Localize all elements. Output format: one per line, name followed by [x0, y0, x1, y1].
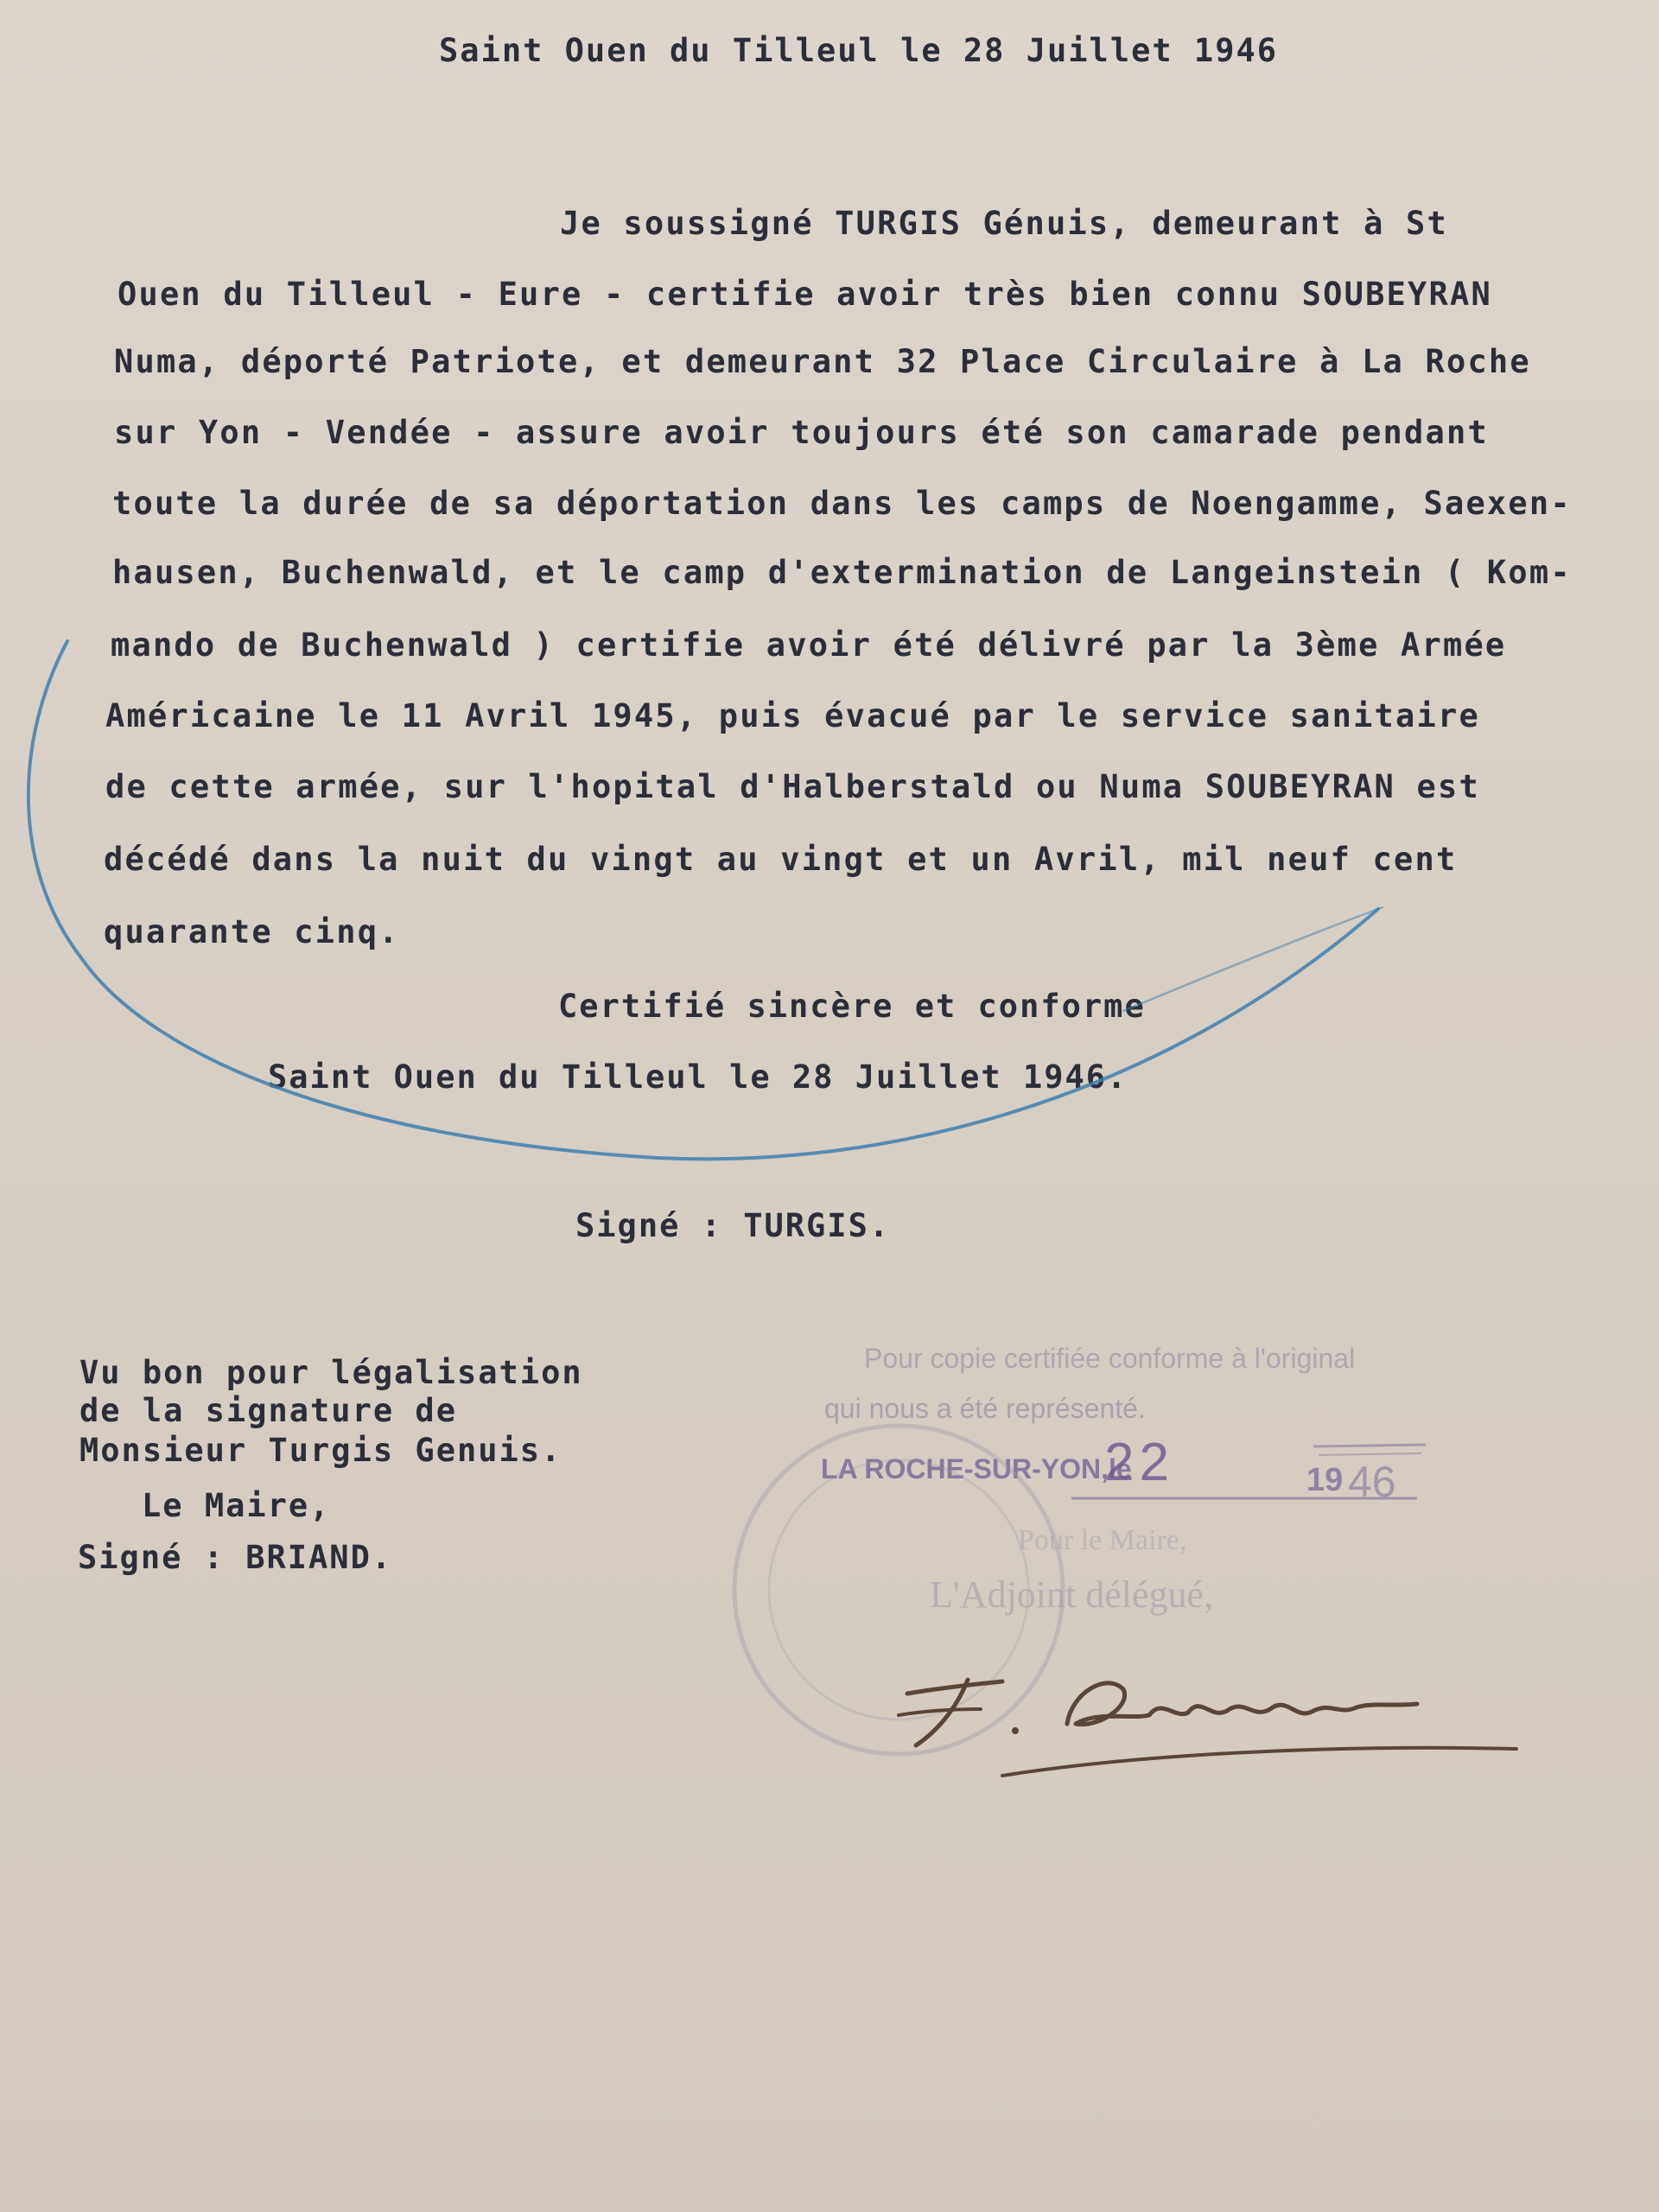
stamp-year-prefix: 19 — [1306, 1462, 1344, 1498]
blue-pencil-arc — [29, 641, 1378, 1159]
body-line: Ouen du Tilleul - Eure - certifie avoir très bien connu SOUBEYRAN — [118, 276, 1492, 313]
stamp-city: LA ROCHE-SUR-YON,le — [821, 1453, 1132, 1484]
signed-turgis: Signé : TURGIS. — [575, 1207, 891, 1244]
body-line: quarante cinq. — [104, 913, 400, 950]
stamp-line-1: Pour copie certifiée conforme à l'original — [864, 1343, 1356, 1374]
legalisation-line: Monsieur Turgis Genuis. — [79, 1432, 563, 1469]
signed-briand: Signé : BRIAND. — [78, 1539, 393, 1576]
stamp-adjoint: L'Adjoint délégué, — [930, 1573, 1214, 1616]
certified-statement: Certifié sincère et conforme — [558, 988, 1146, 1025]
blue-pencil-arc-tail — [1123, 907, 1382, 1011]
body-line: Je soussigné TURGIS Génuis, demeurant à St — [560, 205, 1448, 242]
body-line: hausen, Buchenwald, et le camp d'extermination de Langeinstein ( Kom- — [112, 554, 1572, 591]
legalisation-line: de la signature de — [79, 1392, 457, 1429]
body-line: mando de Buchenwald ) certifie avoir été délivré par la 3ème Armée — [111, 626, 1507, 664]
body-line: Numa, déporté Patriote, et demeurant 32 Place Circulaire à La Roche — [114, 343, 1531, 380]
attestation-place-date: Saint Ouen du Tilleul le 28 Juillet 1946. — [268, 1058, 1128, 1096]
body-line: décédé dans la nuit du vingt au vingt et un Avril, mil neuf cent — [104, 841, 1458, 878]
header-place-date: Saint Ouen du Tilleul le 28 Juillet 1946 — [439, 32, 1279, 69]
body-line: sur Yon - Vendée - assure avoir toujours été son camarade pendant — [114, 414, 1489, 451]
body-line: toute la durée de sa déportation dans les camps de Noengamme, Saexen- — [112, 485, 1572, 522]
body-line: de cette armée, sur l'hopital d'Halberstald ou Numa SOUBEYRAN est — [105, 768, 1480, 805]
mayor-title: Le Maire, — [142, 1487, 331, 1524]
stamp-day: 22 — [1104, 1433, 1174, 1492]
official-seal — [734, 1426, 1063, 1754]
body-line: Américaine le 11 Avril 1945, puis évacué par le service sanitaire — [105, 697, 1480, 734]
stamp-line-2: qui nous a été représenté. — [824, 1393, 1146, 1424]
stamp-year-suffix: 46 — [1348, 1458, 1396, 1506]
stamp-pour-le-maire: Pour le Maire, — [1018, 1524, 1187, 1556]
legalisation-line: Vu bon pour légalisation — [79, 1354, 583, 1391]
